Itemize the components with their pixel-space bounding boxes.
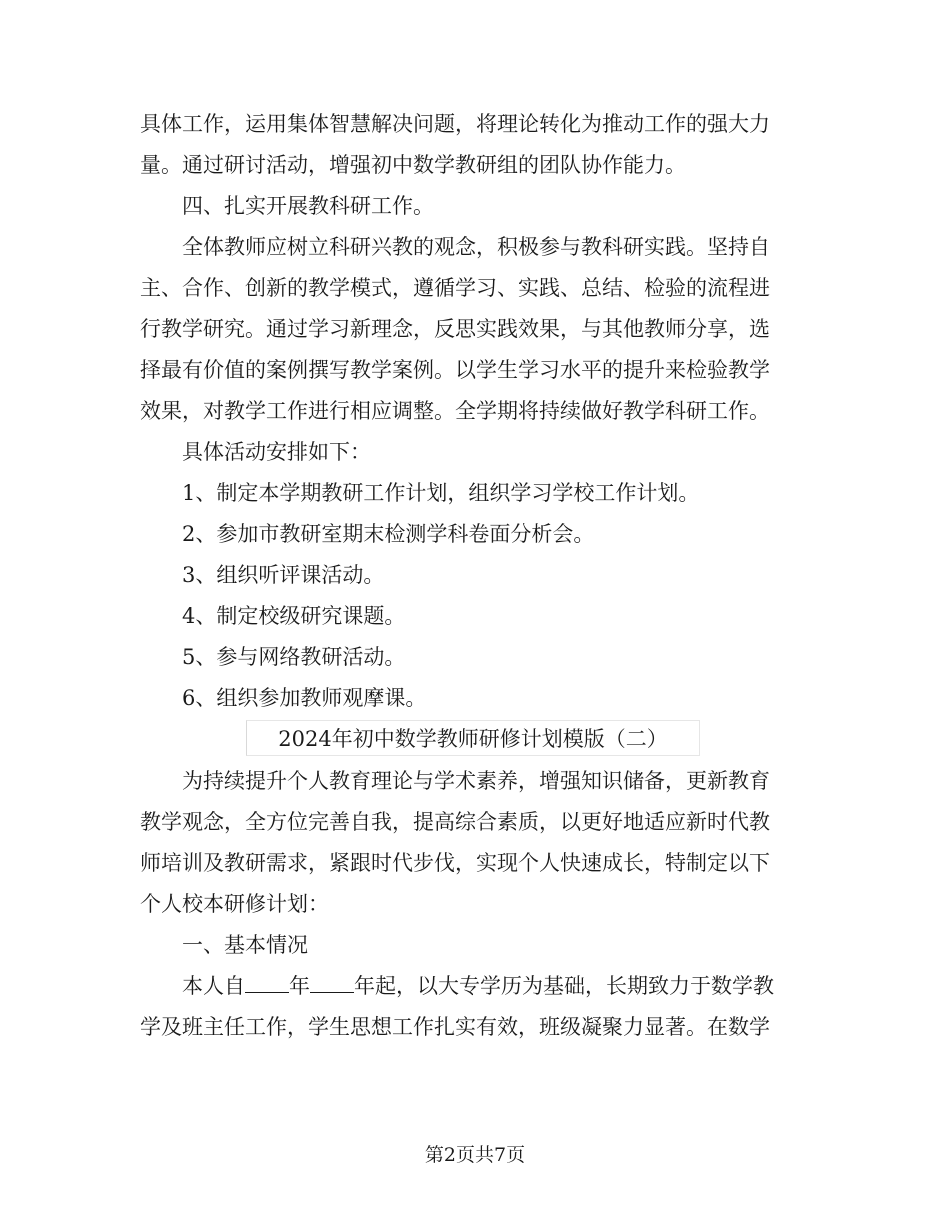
text-line: 具体活动安排如下： bbox=[182, 440, 371, 464]
text-line: 2、参加市教研室期末检测学科卷面分析会。 bbox=[182, 522, 595, 546]
text-line: 主、合作、创新的教学模式，遵循学习、实践、总结、检验的流程进 bbox=[140, 276, 770, 300]
page-number-footer: 第2页共7页 bbox=[424, 1144, 526, 1166]
text-line: 6、组织参加教师观摩课。 bbox=[182, 686, 427, 710]
text-line: 具体工作，运用集体智慧解决问题，将理论转化为推动工作的强大力 bbox=[140, 112, 770, 136]
text-line: 教学观念，全方位完善自我，提高综合素质，以更好地适应新时代教 bbox=[140, 810, 770, 834]
text-line: 行教学研究。通过学习新理念，反思实践效果，与其他教师分享，选 bbox=[140, 317, 770, 341]
text-line: 效果，对教学工作进行相应调整。全学期将持续做好教学科研工作。 bbox=[140, 399, 770, 423]
paragraph-block-1 bbox=[140, 104, 806, 719]
text-line: 个人校本研修计划： bbox=[140, 892, 329, 916]
section-title: 2024年初中数学教师研修计划模版（二） bbox=[246, 720, 700, 756]
text-line: 量。通过研讨活动，增强初中数学教研组的团队协作能力。 bbox=[140, 153, 686, 177]
text-line: 为持续提升个人教育理论与学术素养，增强知识储备，更新教育 bbox=[182, 769, 770, 793]
text-line: 5、参与网络教研活动。 bbox=[182, 645, 406, 669]
text-line: 3、组织听评课活动。 bbox=[182, 563, 385, 587]
text-line: 1、制定本学期教研工作计划，组织学习学校工作计划。 bbox=[182, 481, 700, 505]
text-line: 四、扎实开展教科研工作。 bbox=[182, 194, 434, 218]
text-fragment: 年 bbox=[289, 974, 310, 998]
text-line: 全体教师应树立科研兴教的观念，积极参与教科研实践。坚持自 bbox=[182, 235, 770, 259]
fill-blank bbox=[245, 972, 289, 993]
paragraph-block-2 bbox=[140, 761, 806, 966]
text-line: 师培训及教研需求，紧跟时代步伐，实现个人快速成长，特制定以下 bbox=[140, 851, 770, 875]
text-fragment: 年起，以大专学历为基础，长期致力于数学教 bbox=[354, 974, 774, 998]
text-fragment: 本人自 bbox=[182, 974, 245, 998]
document-body bbox=[140, 104, 806, 1048]
section-title-wrap bbox=[140, 719, 806, 761]
fill-blank bbox=[310, 972, 354, 993]
text-line: 一、基本情况 bbox=[182, 933, 308, 957]
text-line: 4、制定校级研究课题。 bbox=[182, 604, 406, 628]
paragraph-block-3 bbox=[140, 1007, 806, 1048]
text-line-with-blanks bbox=[140, 966, 806, 1007]
text-line: 择最有价值的案例撰写教学案例。以学生学习水平的提升来检验教学 bbox=[140, 358, 770, 382]
text-line: 学及班主任工作，学生思想工作扎实有效，班级凝聚力显著。在数学 bbox=[140, 1015, 770, 1039]
